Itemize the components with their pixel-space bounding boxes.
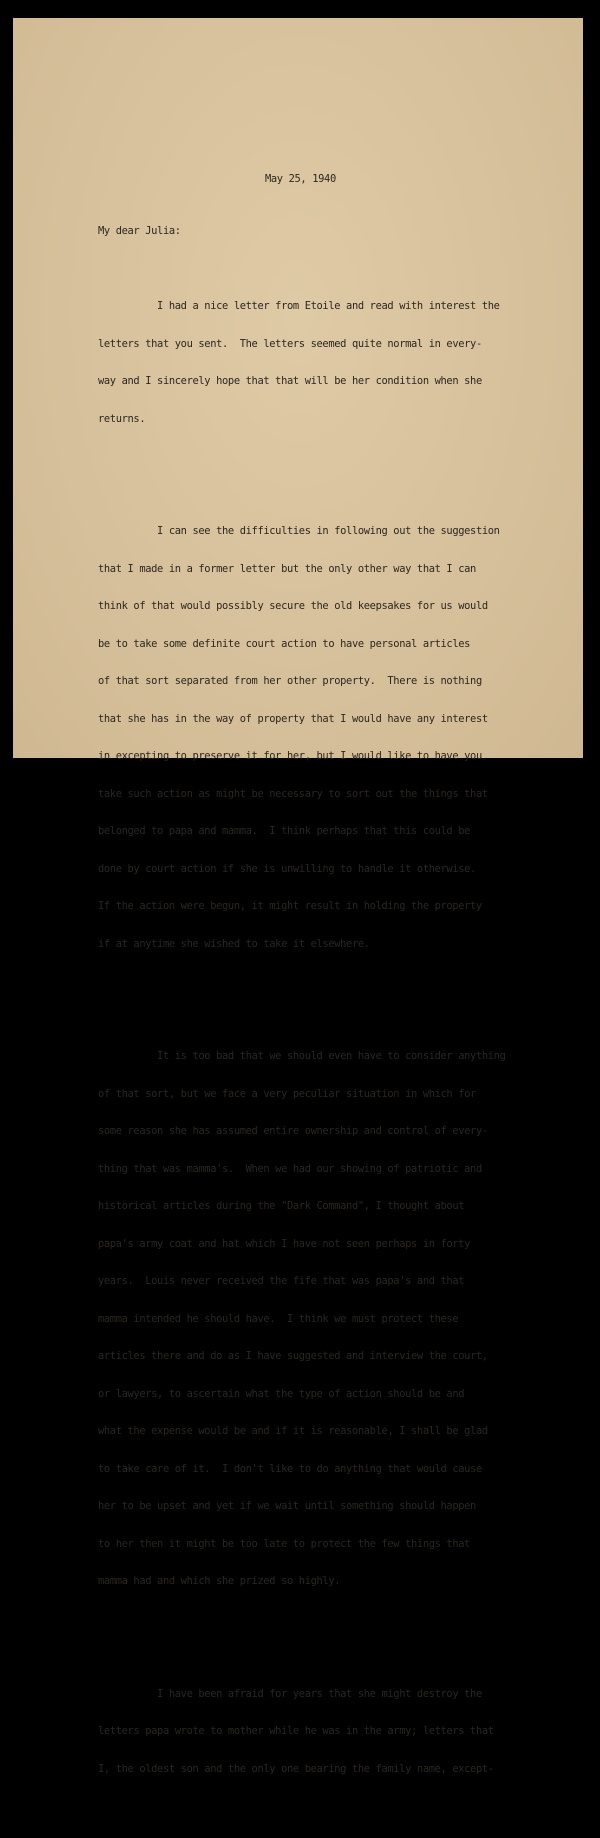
text-line: of that sort separated from her other property. There is nothing: [98, 675, 482, 687]
letter-page: [13, 18, 583, 1775]
text-line: of that sort, but we face a very peculiar situation in which for: [98, 1087, 476, 1100]
text-line: to her then it might be too late to protect the few things that: [98, 1537, 471, 1550]
text-line: take such action as might be necessary to sort out the things that: [98, 787, 488, 800]
text-line: done by court action if she is unwilling to handle it otherwise.: [98, 862, 476, 875]
text-line: be to take some definite court action to have personal articles: [98, 637, 471, 650]
text-line: I, the oldest son and the only one bearing the family name, except-: [98, 1762, 494, 1775]
paragraph-4: [98, 1663, 558, 1801]
text-line: way and I sincerely hope that that will be her condition when she: [98, 375, 482, 387]
text-line: belonged to papa and mamma. I think perhaps that this could be: [98, 825, 471, 837]
text-line: some reason she has assumed entire ownership and control of every-: [98, 1125, 488, 1137]
text-line: if at anytime she wished to take it elsewhere.: [98, 937, 370, 950]
text-line: to take care of it. I don't like to do anything that would cause: [98, 1462, 482, 1475]
text-line: articles there and do as I have suggested and interview the court,: [98, 1350, 488, 1362]
paragraph-3: [98, 1025, 558, 1613]
text-line: I had a nice letter from Etoile and read with interest the: [98, 300, 500, 312]
text-line: or lawyers, to ascertain what the type of action should be and: [98, 1387, 465, 1400]
text-line: papa's army coat and hat which I have not seen perhaps in forty: [98, 1237, 471, 1250]
salutation: My dear Julia:: [98, 225, 181, 237]
text-line: letters papa wrote to mother while he was in the army; letters that: [98, 1725, 494, 1737]
text-line: I have been afraid for years that she might destroy the: [98, 1687, 482, 1700]
text-line: years. Louis never received the fife that was papa's and that: [98, 1275, 465, 1287]
text-line: mamma intended he should have. I think we must protect these: [98, 1312, 459, 1325]
text-line: mamma had and which she prized so highly.: [98, 1575, 341, 1587]
paragraph-2: [98, 500, 558, 975]
text-line: letters that you sent. The letters seemed quite normal in every-: [98, 337, 482, 350]
text-line: I can see the difficulties in following out the suggestion: [98, 525, 500, 537]
text-line: that she has in the way of property that I would have any interest: [98, 712, 488, 725]
text-line: think of that would possibly secure the old keepsakes for us would: [98, 600, 488, 612]
letter-body: [98, 250, 558, 1838]
letter-date: May 25, 1940: [265, 173, 336, 185]
text-line: historical articles during the "Dark Command", I thought about: [98, 1200, 465, 1212]
text-line: in excepting to preserve it for her, but I would like to have you: [98, 750, 482, 762]
text-line: thing that was mamma's. When we had our showing of patriotic and: [98, 1162, 482, 1175]
paragraph-1: [98, 275, 558, 450]
text-line: It is too bad that we should even have to consider anything: [98, 1050, 506, 1062]
text-line: what the expense would be and if it is reasonable, I shall be glad: [98, 1425, 488, 1437]
text-line: returns.: [98, 412, 146, 425]
text-line: If the action were begun, it might result in holding the property: [98, 900, 482, 912]
text-line: that I made in a former letter but the only other way that I can: [98, 562, 476, 575]
text-line: her to be upset and yet if we wait until something should happen: [98, 1500, 476, 1512]
